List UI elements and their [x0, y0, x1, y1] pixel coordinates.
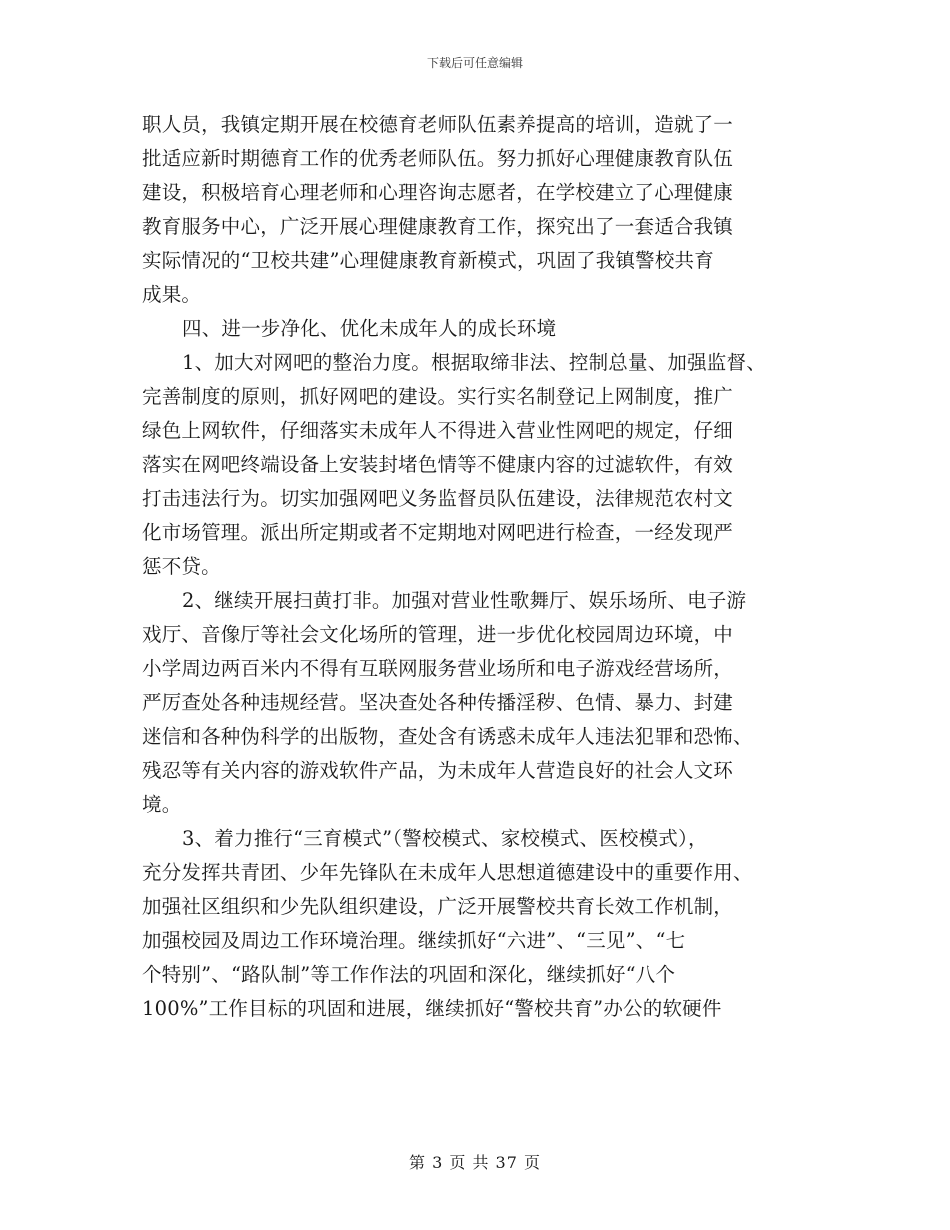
body-text-line: 职人员，我镇定期开展在校德育老师队伍素养提高的培训，造就了一: [142, 113, 734, 136]
body-text-line: 严厉查处各种违规经营。坚决查处各种传播淫秽、色情、暴力、封建: [142, 691, 734, 714]
body-text-line: 加强社区组织和少先队组织建设，广泛开展警校共育长效工作机制，: [142, 895, 734, 918]
body-text-line: 建设，积极培育心理老师和心理咨询志愿者，在学校建立了心理健康: [142, 181, 734, 204]
body-text-line: 化市场管理。派出所定期或者不定期地对网吧进行检查，一经发现严: [142, 521, 734, 544]
body-text-line: 实际情况的“卫校共建”心理健康教育新模式，巩固了我镇警校共育: [142, 249, 714, 272]
body-text-line: 绿色上网软件，仔细落实未成年人不得进入营业性网吧的规定，仔细: [142, 419, 734, 442]
body-text-line: 四、进一步净化、优化未成年人的成长环境: [182, 317, 557, 340]
body-text-line: 小学周边两百米内不得有互联网服务营业场所和电子游戏经营场所，: [142, 657, 734, 680]
body-text-line: 落实在网吧终端设备上安装封堵色情等不健康内容的过滤软件，有效: [142, 453, 734, 476]
body-text-line: 迷信和各种伪科学的出版物，查处含有诱惑未成年人违法犯罪和恐怖、: [142, 725, 753, 748]
body-text-line: 个特别”、“路队制”等工作作法的巩固和深化，继续抓好“八个: [142, 963, 676, 986]
body-text-line: 戏厅、音像厅等社会文化场所的管理，进一步优化校园周边环境，中: [142, 623, 734, 646]
page-header-note: 下载后可任意编辑: [426, 56, 523, 70]
body-text-line: 充分发挥共青团、少年先锋队在未成年人思想道德建设中的重要作用、: [142, 861, 753, 884]
body-text-line: 完善制度的原则，抓好网吧的建设。实行实名制登记上网制度，推广: [142, 385, 734, 408]
body-text-line: 打击违法行为。切实加强网吧义务监督员队伍建设，法律规范农村文: [142, 487, 734, 510]
body-text-line: 境。: [142, 793, 182, 816]
body-text-line: 教育服务中心，广泛开展心理健康教育工作，探究出了一套适合我镇: [142, 215, 734, 238]
body-text-line: 100%”工作目标的巩固和进展，继续抓好“警校共育”办公的软硬件: [142, 997, 722, 1020]
body-text-line: 批适应新时期德育工作的优秀老师队伍。努力抓好心理健康教育队伍: [142, 147, 734, 170]
page-number-footer: 第 3 页 共 37 页: [409, 1153, 541, 1172]
body-text-line: 加强校园及周边工作环境治理。继续抓好“六进”、“三见”、“七: [142, 929, 686, 952]
body-text-line: 残忍等有关内容的游戏软件产品，为未成年人营造良好的社会人文环: [142, 759, 734, 782]
document-body: [142, 108, 832, 1026]
body-text-line: 惩不贷。: [142, 555, 221, 578]
body-text-line: 1、加大对网吧的整治力度。根据取缔非法、控制总量、加强监督、: [182, 351, 766, 374]
body-text-line: 成果。: [142, 283, 202, 306]
body-text-line: 3、着力推行“三育模式”（警校模式、家校模式、医校模式），: [182, 827, 708, 850]
body-text-line: 2、继续开展扫黄打非。加强对营业性歌舞厅、娱乐场所、电子游: [182, 589, 747, 612]
